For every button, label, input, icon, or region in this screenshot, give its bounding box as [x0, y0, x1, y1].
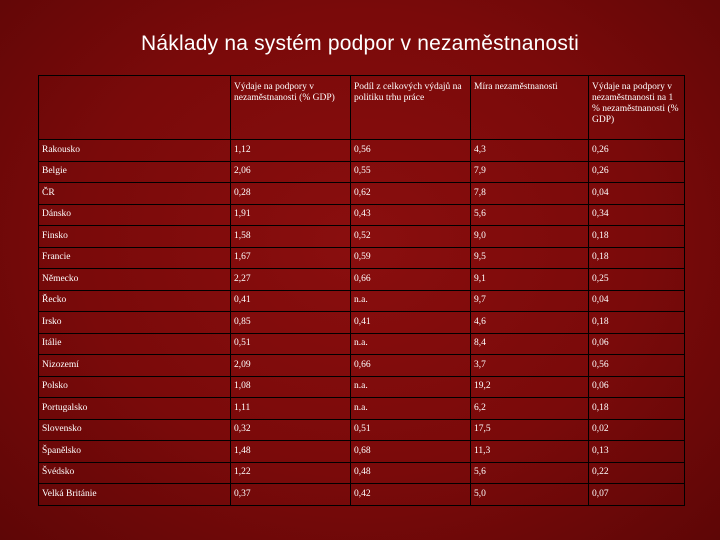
country-cell: Velká Británie: [39, 484, 231, 506]
spending-per-percent-cell: 0,25: [589, 269, 685, 291]
spending-per-percent-cell: 0,07: [589, 484, 685, 506]
table-row: [39, 247, 685, 269]
table-row: [39, 333, 685, 355]
unemployment-cell: 6,2: [471, 398, 589, 420]
share-cell: 0,56: [351, 140, 471, 162]
share-cell: 0,68: [351, 441, 471, 463]
share-cell: 0,41: [351, 312, 471, 334]
unemployment-cell: 7,9: [471, 161, 589, 183]
unemployment-cell: 19,2: [471, 376, 589, 398]
country-cell: Irsko: [39, 312, 231, 334]
spending-cell: 1,67: [231, 247, 351, 269]
country-cell: Nizozemí: [39, 355, 231, 377]
spending-per-percent-cell: 0,34: [589, 204, 685, 226]
share-cell: 0,55: [351, 161, 471, 183]
table-row: [39, 226, 685, 248]
table-row: [39, 269, 685, 291]
table-row: [39, 355, 685, 377]
country-cell: ČR: [39, 183, 231, 205]
spending-per-percent-cell: 0,26: [589, 140, 685, 162]
country-cell: Portugalsko: [39, 398, 231, 420]
share-cell: 0,51: [351, 419, 471, 441]
table-row: [39, 140, 685, 162]
spending-cell: 1,08: [231, 376, 351, 398]
data-table: [38, 75, 685, 506]
spending-cell: 0,85: [231, 312, 351, 334]
unemployment-cell: 7,8: [471, 183, 589, 205]
country-cell: Řecko: [39, 290, 231, 312]
spending-cell: 1,48: [231, 441, 351, 463]
country-cell: Dánsko: [39, 204, 231, 226]
unemployment-cell: 9,0: [471, 226, 589, 248]
header-cell-unemployment-rate: Míra nezaměstnanosti: [471, 76, 589, 140]
spending-per-percent-cell: 0,18: [589, 247, 685, 269]
spending-cell: 1,91: [231, 204, 351, 226]
spending-per-percent-cell: 0,13: [589, 441, 685, 463]
share-cell: 0,66: [351, 269, 471, 291]
share-cell: n.a.: [351, 333, 471, 355]
share-cell: 0,48: [351, 462, 471, 484]
spending-per-percent-cell: 0,18: [589, 226, 685, 248]
table-row: [39, 398, 685, 420]
unemployment-cell: 3,7: [471, 355, 589, 377]
share-cell: 0,62: [351, 183, 471, 205]
table-row: [39, 183, 685, 205]
share-cell: 0,43: [351, 204, 471, 226]
slide-title: Náklady na systém podpor v nezaměstnanosti: [141, 32, 579, 55]
unemployment-cell: 17,5: [471, 419, 589, 441]
country-cell: Španělsko: [39, 441, 231, 463]
table-row: [39, 462, 685, 484]
header-cell-empty: [39, 76, 231, 140]
table-row: [39, 312, 685, 334]
spending-cell: 2,09: [231, 355, 351, 377]
spending-per-percent-cell: 0,04: [589, 290, 685, 312]
spending-cell: 2,06: [231, 161, 351, 183]
spending-cell: 1,12: [231, 140, 351, 162]
table-row: [39, 419, 685, 441]
unemployment-cell: 4,3: [471, 140, 589, 162]
country-cell: Francie: [39, 247, 231, 269]
spending-per-percent-cell: 0,06: [589, 376, 685, 398]
unemployment-cell: 5,0: [471, 484, 589, 506]
unemployment-cell: 9,5: [471, 247, 589, 269]
table-header: [39, 76, 685, 140]
spending-per-percent-cell: 0,56: [589, 355, 685, 377]
spending-per-percent-cell: 0,06: [589, 333, 685, 355]
spending-cell: 0,41: [231, 290, 351, 312]
header-cell-share: Podíl z celkových výdajů na politiku trhu práce: [351, 76, 471, 140]
country-cell: Slovensko: [39, 419, 231, 441]
unemployment-cell: 5,6: [471, 204, 589, 226]
table-row: [39, 484, 685, 506]
spending-cell: 1,11: [231, 398, 351, 420]
header-cell-spending: Výdaje na podpory v nezaměstnanosti (% GDP): [231, 76, 351, 140]
spending-per-percent-cell: 0,18: [589, 312, 685, 334]
spending-cell: 0,32: [231, 419, 351, 441]
spending-per-percent-cell: 0,26: [589, 161, 685, 183]
country-cell: Itálie: [39, 333, 231, 355]
header-row: [39, 76, 685, 140]
spending-per-percent-cell: 0,04: [589, 183, 685, 205]
spending-per-percent-cell: 0,18: [589, 398, 685, 420]
unemployment-cell: 4,6: [471, 312, 589, 334]
spending-per-percent-cell: 0,02: [589, 419, 685, 441]
spending-cell: 0,28: [231, 183, 351, 205]
table-row: [39, 376, 685, 398]
spending-cell: 0,51: [231, 333, 351, 355]
table-row: [39, 161, 685, 183]
share-cell: 0,52: [351, 226, 471, 248]
share-cell: n.a.: [351, 398, 471, 420]
spending-cell: 0,37: [231, 484, 351, 506]
share-cell: 0,66: [351, 355, 471, 377]
unemployment-cell: 5,6: [471, 462, 589, 484]
country-cell: Švédsko: [39, 462, 231, 484]
country-cell: Německo: [39, 269, 231, 291]
country-cell: Polsko: [39, 376, 231, 398]
share-cell: n.a.: [351, 290, 471, 312]
spending-cell: 2,27: [231, 269, 351, 291]
table-body: [39, 140, 685, 506]
unemployment-cell: 9,7: [471, 290, 589, 312]
country-cell: Finsko: [39, 226, 231, 248]
table-row: [39, 290, 685, 312]
spending-cell: 1,22: [231, 462, 351, 484]
spending-per-percent-cell: 0,22: [589, 462, 685, 484]
table-row: [39, 441, 685, 463]
spending-cell: 1,58: [231, 226, 351, 248]
unemployment-cell: 11,3: [471, 441, 589, 463]
table-row: [39, 204, 685, 226]
header-cell-spending-per-percent: Výdaje na podpory v nezaměstnanosti na 1 % nezaměstnanosti (% GDP): [589, 76, 685, 140]
share-cell: n.a.: [351, 376, 471, 398]
unemployment-cell: 9,1: [471, 269, 589, 291]
country-cell: Rakousko: [39, 140, 231, 162]
share-cell: 0,59: [351, 247, 471, 269]
share-cell: 0,42: [351, 484, 471, 506]
unemployment-cell: 8,4: [471, 333, 589, 355]
country-cell: Belgie: [39, 161, 231, 183]
